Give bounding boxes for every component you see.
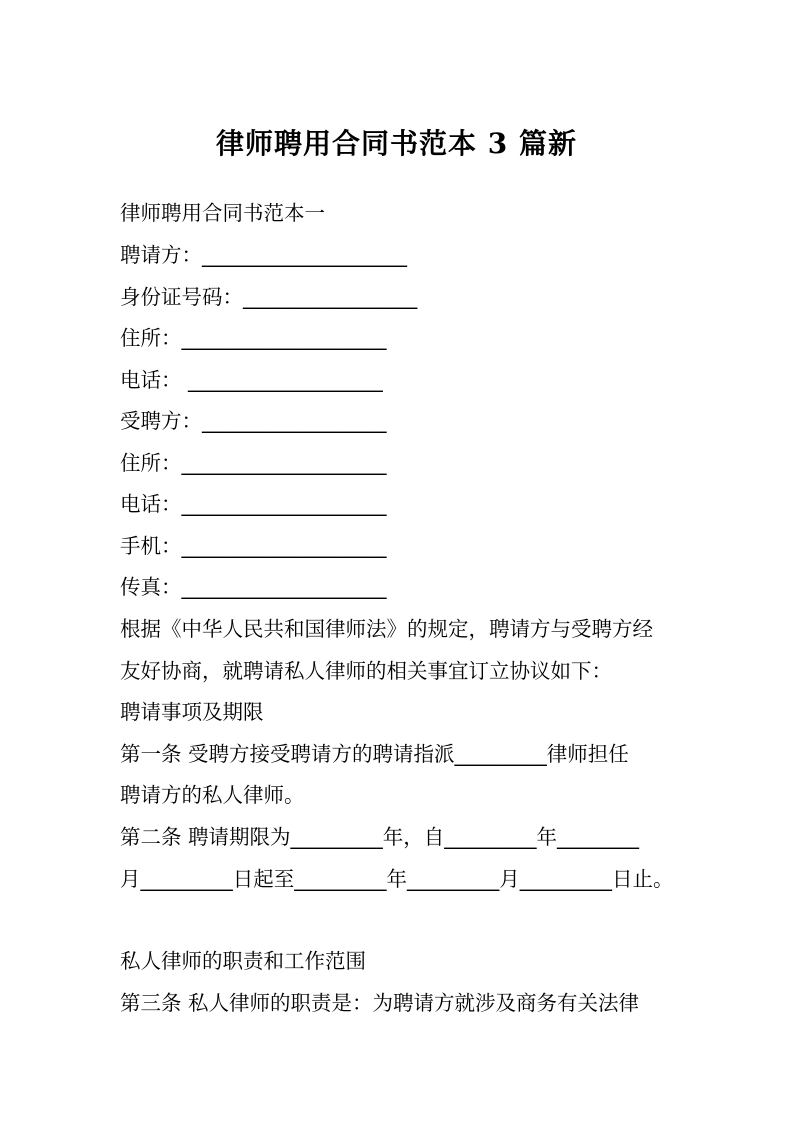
field-lawyer-address: 住所：____________________ xyxy=(120,451,387,475)
field-fax: 传真：____________________ xyxy=(120,575,387,599)
section-heading: 律师聘用合同书范本一 xyxy=(120,201,325,225)
document-title: 律师聘用合同书范本 3 篇新 xyxy=(216,127,577,160)
article-1-line: 第一条 受聘方接受聘请方的聘请指派_________律师担任 xyxy=(120,742,629,766)
field-lawyer-phone: 电话：____________________ xyxy=(120,492,387,516)
field-client-phone: 电话： ___________________ xyxy=(120,368,383,392)
paragraph-line: 友好协商，就聘请私人律师的相关事宜订立协议如下： xyxy=(120,659,612,683)
field-client: 聘请方：____________________ xyxy=(120,243,407,267)
field-client-address: 住所：____________________ xyxy=(120,326,387,350)
field-id-number: 身份证号码：_________________ xyxy=(120,285,418,309)
section-heading: 聘请事项及期限 xyxy=(120,700,264,724)
article-2-line: 月_________日起至_________年_________月_________日止。 xyxy=(120,867,674,891)
paragraph-line: 根据《中华人民共和国律师法》的规定，聘请方与受聘方经 xyxy=(120,617,653,641)
article-2-line: 第二条 聘请期限为_________年，自_________年________ xyxy=(120,825,640,849)
article-3-line: 第三条 私人律师的职责是：为聘请方就涉及商务有关法律 xyxy=(120,991,640,1015)
section-heading: 私人律师的职责和工作范围 xyxy=(120,949,366,973)
field-mobile: 手机：____________________ xyxy=(120,534,387,558)
field-lawyer: 受聘方：__________________ xyxy=(120,409,387,433)
article-1-line: 聘请方的私人律师。 xyxy=(120,783,305,807)
